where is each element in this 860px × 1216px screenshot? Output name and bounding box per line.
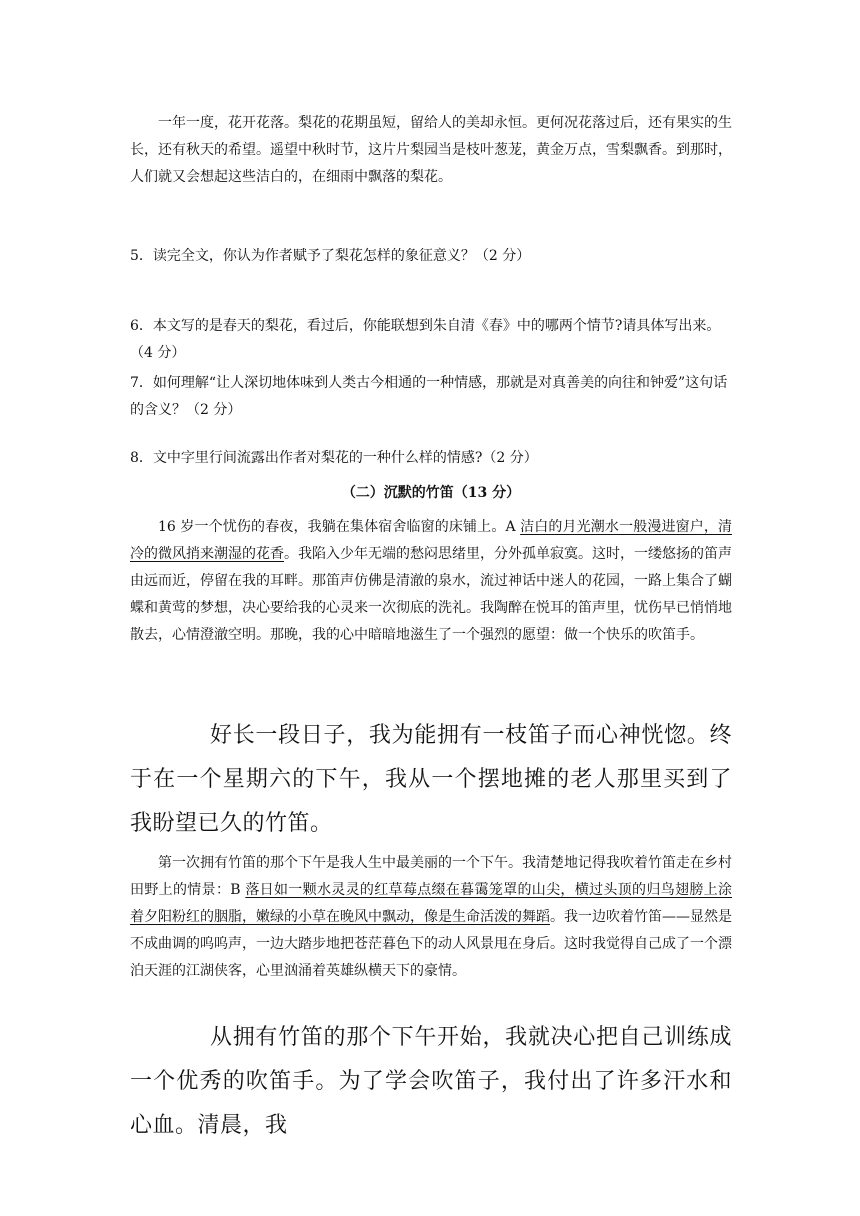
question-6: 6．本文写的是春天的梨花，看过后，你能联想到朱自清《春》中的哪两个情节?请具体写出来。 （4 分） — [130, 318, 721, 361]
paragraph-training: 从拥有竹笛的那个下午开始，我就决心把自己训练成一个优秀的吹笛手。为了学会吹笛子，我付出了许多汗水和心血。清晨，我 — [130, 1025, 732, 1138]
paragraph-pear-blossom-ending: 一年一度，花开花落。梨花的花期虽短，留给人的美却永恒。更何况花落过后，还有果实的生长，还有秋天的希望。遥望中秋时节，这片片梨园当是枝叶葱茏，黄金万点，雪梨飘香。到那时，人们就又会想起这些洁白的，在细雨中飘落的梨花。 — [130, 115, 732, 185]
para2-text-a: 16 岁一个忧伤的春夜，我躺在集体宿舍临窗的床铺上。A — [158, 519, 521, 535]
para4-text-a: 第一次拥有竹笛的那个下午是我人生中最美丽的一个下午。我清楚地记得我吹着竹笛走在乡村田野上的情景：B — [130, 855, 732, 898]
question-5: 5．读完全文，你认为作者赋予了梨花怎样的象征意义？（2 分） — [130, 248, 531, 264]
para4-text-b: 。我一边吹着竹笛——显然是不成曲调的呜呜声，一边大踏步地把苍茫暮色下的动人风景甩在身后。这时我觉得自己成了一个漂泊天涯的江湖侠客，心里汹涌着英雄纵横天下的豪情。 — [130, 909, 732, 979]
question-7: 7．如何理解“让人深切地体味到人类古今相通的一种情感，那就是对真善美的向往和钟爱”这句话的含义？（2 分） — [130, 375, 728, 418]
underlined-sentence-a: 洁白的月光潮水一般漫进窗户，清冷的微风捎来潮湿的花香 — [130, 519, 732, 562]
section-title: （二）沉默的竹笛（13 分） — [341, 485, 521, 501]
question-8: 8．文中字里行间流露出作者对梨花的一种什么样的情感?（2 分） — [130, 450, 538, 466]
underlined-sentence-b: 落日如一颗水灵灵的红草莓点缀在暮霭笼罩的山尖，横过头顶的归鸟翅膀上涂着夕阳粉红的胭脂，嫩绿的小草在晚风中飘动，像是生命活泼的舞蹈 — [130, 882, 732, 925]
paragraph-bought-flute: 好长一段日子，我为能拥有一枝笛子而心神恍惚。终于在一个星期六的下午，我从一个摆地摊的老人那里买到了我盼望已久的竹笛。 — [130, 723, 732, 836]
paragraph-first-afternoon — [130, 850, 732, 985]
paragraph-spring-night — [130, 514, 732, 649]
para2-text-b: 。我陷入少年无端的愁闷思绪里，分外孤单寂寞。这时，一缕悠扬的笛声由远而近，停留在我的耳畔。那笛声仿佛是清澈的泉水，流过神话中迷人的花园，一路上集合了蝴蝶和黄莺的梦想，决心要给我的心灵来一次彻底的洗礼。我陶醉在悦耳的笛声里，忧伤早已悄悄地散去，心情澄澈空明。那晚，我的心中暗暗地滋生了一个强烈的愿望：做一个快乐的吹笛手。 — [130, 546, 732, 643]
